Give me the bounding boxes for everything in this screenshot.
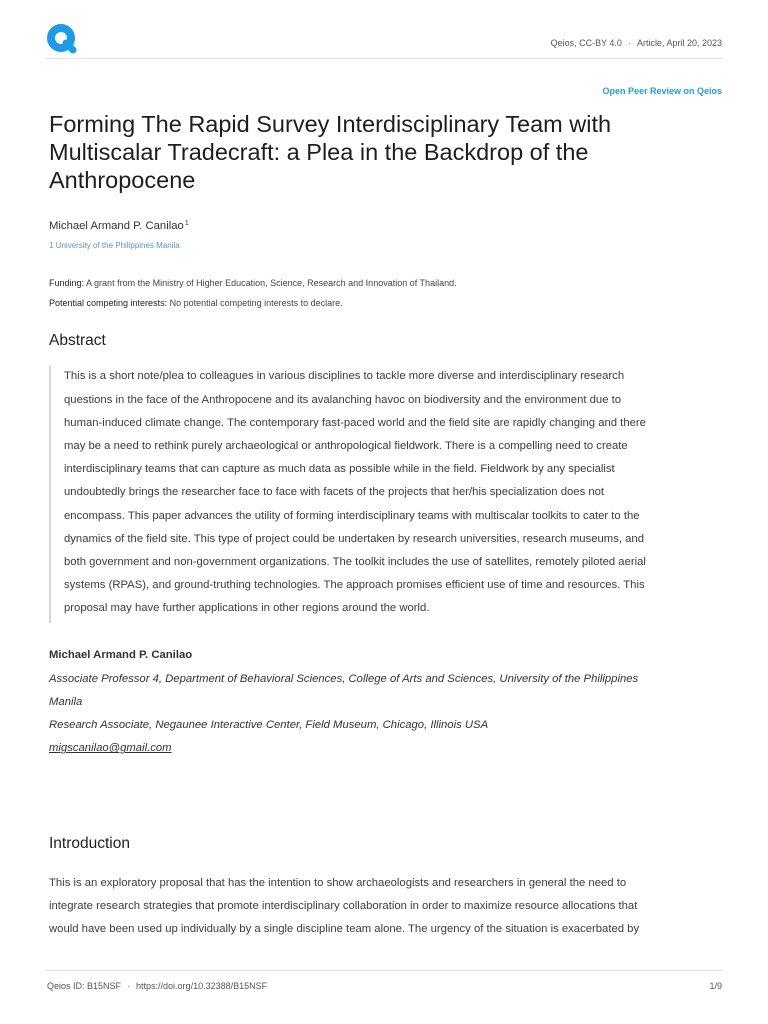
abstract-heading: Abstract	[49, 332, 106, 349]
abstract-line: may be a need to rethink purely archaeological or anthropological fieldwork. There is a compelling need to create	[64, 440, 628, 452]
introduction-line: integrate research strategies that promote interdisciplinary collaboration in order to maximize resource allocations that	[49, 899, 638, 912]
doi-link[interactable]: https://doi.org/10.32388/B15NSF	[136, 981, 268, 991]
abstract-line: dynamics of the field site. This type of project could be undertaken by research universities, research museums, and	[64, 532, 644, 545]
competing-interests-statement	[49, 297, 343, 309]
header-divider	[45, 58, 723, 59]
footer-divider	[45, 970, 723, 971]
qeios-id: Qeios ID: B15NSF	[47, 981, 122, 991]
abstract-border	[49, 366, 51, 623]
introduction-line: This is an exploratory proposal that has the intention to show archaeologists and researchers in general the need to	[49, 876, 627, 889]
abstract-line: both government and non-government organizations. The toolkit includes the use of satellites, remotely piloted aerial	[64, 556, 646, 569]
abstract-line: proposal may have further applications in other regions around the world.	[64, 602, 430, 615]
abstract-body	[64, 365, 646, 620]
introduction-body	[49, 872, 639, 941]
bio-line: Manila	[49, 695, 83, 708]
introduction-heading: Introduction	[49, 835, 130, 852]
affiliation-marker: 1	[184, 220, 189, 227]
affiliation-marker: 1	[49, 241, 54, 250]
abstract-line: This is a short note/plea to colleagues in various disciplines to tackle more diverse and interdisciplinary research	[64, 370, 625, 383]
author-email-link[interactable]: migscanilao@gmail.com	[49, 742, 172, 755]
abstract-line: questions in the face of the Anthropocene and its avalanching havoc on biodiversity and the environment due to	[64, 393, 622, 406]
bio-line: Research Associate, Negaunee Interactive Center, Field Museum, Chicago, Illinois USA	[49, 719, 489, 732]
title-line: Forming The Rapid Survey Interdisciplinary Team with	[49, 111, 612, 137]
author-bio	[49, 644, 638, 760]
funding-label: Funding:	[49, 278, 85, 288]
bio-line: Associate Professor 4, Department of Behavioral Sciences, College of Arts and Sciences, University of the Philippines	[49, 672, 639, 685]
abstract-line: undoubtedly brings the researcher face to face with facets of the projects that her/his specialization does not	[64, 486, 605, 499]
open-peer-review-link[interactable]: Open Peer Review on Qeios	[602, 86, 722, 96]
title-line: Multiscalar Tradecraft: a Plea in the Backdrop of the	[49, 139, 589, 165]
abstract-line: interdisciplinary teams that can capture as much data as possible while in the field. Fieldwork by any specialist	[64, 463, 615, 476]
license-text: Qeios, CC-BY 4.0	[550, 38, 622, 48]
title-line: Anthropocene	[49, 167, 196, 193]
funding-text: A grant from the Ministry of Higher Education, Science, Research and Innovation of Thailand.	[86, 278, 457, 288]
affiliation	[49, 240, 180, 252]
introduction-line: would have been used up individually by a single discipline team alone. The urgency of the situation is exacerbated by	[49, 922, 640, 935]
competing-interests-text: No potential competing interests to declare.	[169, 298, 343, 308]
article-title	[49, 110, 611, 194]
author-line	[49, 218, 189, 234]
article-meta	[551, 37, 722, 49]
footer-separator: ·	[127, 981, 131, 991]
competing-interests-label: Potential competing interests:	[49, 298, 168, 308]
author-name: Michael Armand P. Canilao	[49, 220, 184, 232]
footer-left	[47, 980, 267, 992]
qeios-logo-icon	[46, 24, 78, 54]
funding-statement	[49, 277, 457, 289]
meta-separator: ·	[627, 38, 631, 48]
bio-author-name: Michael Armand P. Canilao	[49, 649, 193, 662]
page-number: 1/9	[709, 981, 722, 991]
abstract-line: encompass. This paper advances the utility of forming interdisciplinary teams with multiscalar toolkits to cater to the	[64, 509, 640, 522]
abstract-line: human-induced climate change. The contemporary fast-paced world and the field site are rapidly changing and there	[64, 416, 646, 429]
affiliation-name: University of the Philippines Manila	[55, 241, 180, 250]
abstract-line: systems (RPAS), and ground-truthing technologies. The approach promises efficient use of time and resources. This	[64, 579, 645, 592]
article-date: Article, April 20, 2023	[636, 38, 722, 48]
